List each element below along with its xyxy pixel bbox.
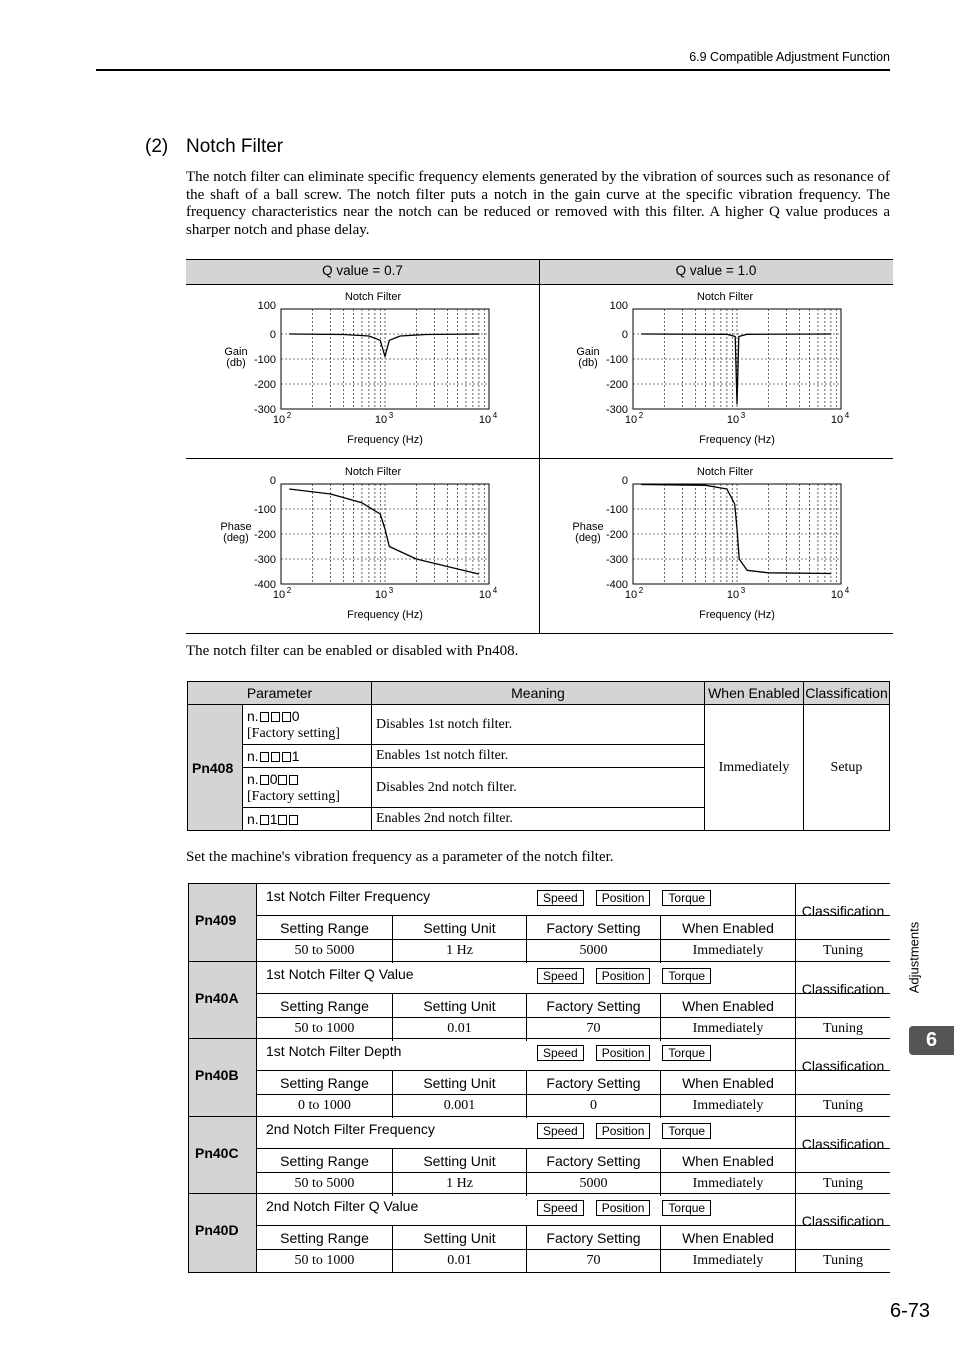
x-tick-label: 10	[624, 589, 638, 601]
x-tick-exponent: 3	[740, 411, 746, 420]
x-tick-label: 10	[374, 414, 388, 426]
val-when-enabled: Immediately	[660, 1018, 795, 1041]
y-axis-label-unit: (db)	[226, 357, 246, 369]
mode-torque: Torque	[662, 1123, 711, 1139]
x-axis-label: Frequency (Hz)	[347, 609, 423, 621]
chapter-tab: 6	[909, 1026, 954, 1055]
x-tick-exponent: 4	[492, 586, 498, 595]
mode-position: Position	[596, 1123, 651, 1139]
chart-title: Notch Filter	[696, 291, 754, 303]
mode-torque: Torque	[662, 968, 711, 984]
x-tick-exponent: 4	[492, 411, 498, 420]
response-curve	[641, 334, 831, 404]
chart-title: Notch Filter	[344, 291, 402, 303]
val-classification: Tuning	[795, 940, 890, 963]
param-id: Pn40B	[188, 1039, 257, 1117]
param-block-pn40b	[188, 1038, 890, 1117]
x-tick-label: 10	[726, 414, 740, 426]
hdr-factory-setting: Factory Setting	[526, 1149, 660, 1173]
header-rule	[96, 69, 890, 71]
param-value-row	[257, 1094, 890, 1118]
pn408-value-1: n. 1	[243, 745, 372, 768]
mode-speed: Speed	[537, 890, 584, 906]
hdr-factory-setting: Factory Setting	[526, 994, 660, 1018]
y-tick-label: -300	[253, 404, 276, 416]
hdr-setting-unit: Setting Unit	[392, 916, 526, 940]
hdr-factory-setting: Factory Setting	[526, 1226, 660, 1250]
running-header: 6.9 Compatible Adjustment Function	[689, 50, 890, 64]
phase-plot-q07	[216, 462, 516, 627]
y-tick-label: -300	[253, 554, 276, 566]
mode-position: Position	[596, 890, 651, 906]
hdr-when-enabled: When Enabled	[660, 994, 795, 1018]
q-value-chart-table	[186, 259, 893, 634]
param-value-row	[257, 1249, 890, 1273]
pn408-label: Pn408	[188, 705, 243, 831]
param-header-row	[257, 915, 890, 940]
mode-position: Position	[596, 968, 651, 984]
val-classification: Tuning	[795, 1018, 890, 1041]
mode-speed: Speed	[537, 1200, 584, 1216]
val-factory-setting: 70	[526, 1250, 660, 1273]
val-setting-unit: 0.01	[392, 1018, 526, 1041]
pn408-meaning-3: Enables 2nd notch filter.	[372, 808, 705, 831]
y-tick-label: -200	[605, 379, 628, 391]
enable-note: The notch filter can be enabled or disabled with Pn408.	[186, 643, 519, 659]
y-axis-label: Phase	[572, 521, 604, 533]
param-name: 1st Notch Filter Depth	[266, 1043, 402, 1059]
mode-torque: Torque	[662, 890, 711, 906]
x-axis-label: Frequency (Hz)	[347, 434, 423, 446]
param-name: 2nd Notch Filter Frequency	[266, 1120, 435, 1137]
param-id: Pn40A	[188, 962, 257, 1040]
x-tick-exponent: 2	[638, 586, 644, 595]
val-when-enabled: Immediately	[660, 940, 795, 963]
classification-label: Classification	[795, 884, 890, 939]
pn408-meaning-2: Disables 2nd notch filter.	[372, 768, 705, 808]
phase-plot-q10	[568, 462, 868, 627]
pn408-value-3: n. 1	[243, 808, 372, 831]
response-curve	[289, 334, 479, 357]
param-header-row	[257, 1148, 890, 1173]
mode-torque: Torque	[662, 1200, 711, 1216]
col-head-q07: Q value = 0.7	[186, 259, 539, 285]
pn408-when-enabled: Immediately	[705, 705, 804, 831]
x-tick-label: 10	[478, 414, 492, 426]
th-when-enabled: When Enabled	[705, 682, 804, 705]
mode-speed: Speed	[537, 1045, 584, 1061]
x-tick-exponent: 2	[286, 586, 292, 595]
hdr-setting-unit: Setting Unit	[392, 1071, 526, 1095]
y-tick-label: -100	[605, 504, 628, 516]
control-modes	[537, 1200, 723, 1216]
hdr-setting-unit: Setting Unit	[392, 1226, 526, 1250]
val-setting-unit: 0.001	[392, 1095, 526, 1118]
row-divider	[186, 458, 893, 459]
control-modes	[537, 1123, 723, 1139]
section-heading	[145, 136, 283, 158]
y-tick-label: 0	[269, 329, 276, 341]
th-meaning: Meaning	[372, 682, 705, 705]
x-axis-label: Frequency (Hz)	[699, 434, 775, 446]
hdr-factory-setting: Factory Setting	[526, 1071, 660, 1095]
th-parameter: Parameter	[188, 682, 372, 705]
classification-label: Classification	[795, 962, 890, 1017]
y-tick-label: 100	[257, 300, 276, 312]
param-name: 2nd Notch Filter Q Value	[266, 1198, 419, 1214]
y-axis-label-unit: (db)	[578, 357, 598, 369]
val-setting-range: 50 to 5000	[294, 1175, 355, 1191]
page-number: 6-73	[890, 1300, 931, 1322]
val-classification: Tuning	[795, 1095, 890, 1118]
hdr-when-enabled: When Enabled	[660, 1149, 795, 1173]
x-tick-label: 10	[478, 589, 492, 601]
mode-speed: Speed	[537, 1123, 584, 1139]
param-header-row	[257, 993, 890, 1018]
val-setting-range: 50 to 5000	[294, 943, 355, 958]
x-tick-exponent: 3	[740, 586, 746, 595]
side-tab-label: Adjustments	[906, 921, 922, 994]
val-when-enabled: Immediately	[660, 1095, 795, 1118]
y-axis-label: Gain	[576, 346, 600, 358]
x-tick-exponent: 4	[844, 586, 850, 595]
x-tick-exponent: 3	[388, 411, 394, 420]
hdr-setting-unit: Setting Unit	[392, 1149, 526, 1173]
y-tick-label: 0	[621, 475, 628, 487]
val-setting-unit: 0.01	[392, 1250, 526, 1273]
x-tick-exponent: 2	[638, 411, 644, 420]
hdr-setting-range: Setting Range	[280, 1230, 369, 1246]
control-modes	[537, 968, 723, 984]
param-block-pn40c	[188, 1116, 890, 1195]
param-name: 1st Notch Filter Q Value	[266, 965, 414, 982]
mode-position: Position	[596, 1045, 651, 1061]
y-tick-label: -300	[605, 404, 628, 416]
param-value-row	[257, 939, 890, 963]
chart-title: Notch Filter	[696, 466, 754, 478]
classification-label: Classification	[795, 1194, 890, 1249]
y-axis-label: Phase	[220, 521, 252, 533]
frequency-note: Set the machine's vibration frequency as a parameter of the notch filter.	[186, 849, 614, 865]
x-tick-label: 10	[726, 589, 740, 601]
col-head-q10: Q value = 1.0	[539, 259, 893, 285]
pn408-meaning-1: Enables 1st notch filter.	[372, 745, 705, 768]
response-curve	[289, 489, 479, 574]
param-block-pn409	[188, 883, 890, 962]
gain-plot-q10	[568, 287, 868, 452]
y-axis-label-unit: (deg)	[223, 532, 249, 544]
pn408-meaning-0: Disables 1st notch filter.	[372, 705, 705, 745]
param-block-pn40d	[188, 1193, 890, 1273]
hdr-setting-range: Setting Range	[280, 997, 369, 1014]
val-factory-setting: 5000	[526, 1173, 660, 1196]
y-tick-label: -100	[253, 504, 276, 516]
y-tick-label: -400	[253, 579, 276, 591]
x-tick-label: 10	[272, 414, 286, 426]
hdr-setting-range: Setting Range	[280, 920, 369, 936]
hdr-when-enabled: When Enabled	[660, 1071, 795, 1095]
param-id: Pn409	[188, 884, 257, 962]
param-id: Pn40D	[188, 1194, 257, 1272]
hdr-setting-unit: Setting Unit	[392, 994, 526, 1018]
hdr-when-enabled: When Enabled	[660, 1226, 795, 1250]
param-id: Pn40C	[188, 1117, 257, 1195]
classification-label: Classification	[795, 1039, 890, 1094]
control-modes	[537, 1045, 723, 1061]
hdr-setting-range: Setting Range	[280, 1152, 369, 1169]
y-tick-label: 100	[609, 300, 628, 312]
y-tick-label: -400	[605, 579, 628, 591]
mode-torque: Torque	[662, 1045, 711, 1061]
x-tick-label: 10	[272, 589, 286, 601]
val-factory-setting: 70	[526, 1018, 660, 1041]
y-tick-label: 0	[269, 475, 276, 487]
pn408-value-2: n. 0 [Factory setting]	[243, 768, 372, 808]
classification-label: Classification	[795, 1117, 890, 1172]
param-header-row	[257, 1225, 890, 1250]
val-when-enabled: Immediately	[660, 1250, 795, 1273]
val-setting-range: 0 to 1000	[298, 1098, 351, 1113]
x-tick-exponent: 4	[844, 411, 850, 420]
y-tick-label: -100	[253, 354, 276, 366]
y-tick-label: -300	[605, 554, 628, 566]
x-tick-exponent: 3	[388, 586, 394, 595]
column-divider	[539, 259, 540, 633]
val-setting-unit: 1 Hz	[392, 940, 526, 963]
pn408-classification: Setup	[804, 705, 890, 831]
val-when-enabled: Immediately	[660, 1173, 795, 1196]
param-header-row	[257, 1070, 890, 1095]
y-tick-label: -200	[253, 529, 276, 541]
hdr-factory-setting: Factory Setting	[526, 916, 660, 940]
val-classification: Tuning	[795, 1250, 890, 1273]
val-setting-range: 50 to 1000	[294, 1253, 355, 1268]
control-modes	[537, 890, 723, 906]
x-axis-label: Frequency (Hz)	[699, 609, 775, 621]
section-title: Notch Filter	[186, 136, 284, 157]
param-block-pn40a	[188, 961, 890, 1040]
x-tick-label: 10	[830, 589, 844, 601]
param-value-row	[257, 1172, 890, 1196]
x-tick-exponent: 2	[286, 411, 292, 420]
response-curve	[641, 485, 831, 574]
x-tick-label: 10	[374, 589, 388, 601]
val-setting-unit: 1 Hz	[392, 1173, 526, 1196]
y-tick-label: -100	[605, 354, 628, 366]
x-tick-label: 10	[830, 414, 844, 426]
x-tick-label: 10	[624, 414, 638, 426]
pn408-table	[187, 681, 890, 831]
pn408-value-0: n. 0 [Factory setting]	[243, 705, 372, 745]
intro-paragraph: The notch filter can eliminate specific frequency elements generated by the vibration of sources such as resonance of the shaft of a ball screw. The notch filter puts a notch in the gain curve at the specific vibration frequency. The frequency characteristics near the notch can be reduced or removed with this filter. A higher Q value produces a sharper notch and phase delay.	[186, 169, 890, 238]
mode-speed: Speed	[537, 968, 584, 984]
y-tick-label: 0	[621, 329, 628, 341]
y-axis-label-unit: (deg)	[575, 532, 601, 544]
param-value-row	[257, 1017, 890, 1041]
chart-title: Notch Filter	[344, 466, 402, 478]
section-number: (2)	[145, 136, 169, 157]
val-setting-range: 50 to 1000	[294, 1020, 355, 1036]
param-name: 1st Notch Filter Frequency	[266, 888, 431, 904]
val-factory-setting: 5000	[526, 940, 660, 963]
y-axis-label: Gain	[224, 346, 248, 358]
hdr-setting-range: Setting Range	[280, 1075, 369, 1091]
y-tick-label: -200	[253, 379, 276, 391]
val-classification: Tuning	[795, 1173, 890, 1196]
th-classification: Classification	[804, 682, 890, 705]
hdr-when-enabled: When Enabled	[660, 916, 795, 940]
mode-position: Position	[596, 1200, 651, 1216]
y-tick-label: -200	[605, 529, 628, 541]
gain-plot-q07	[216, 287, 516, 452]
val-factory-setting: 0	[526, 1095, 660, 1118]
